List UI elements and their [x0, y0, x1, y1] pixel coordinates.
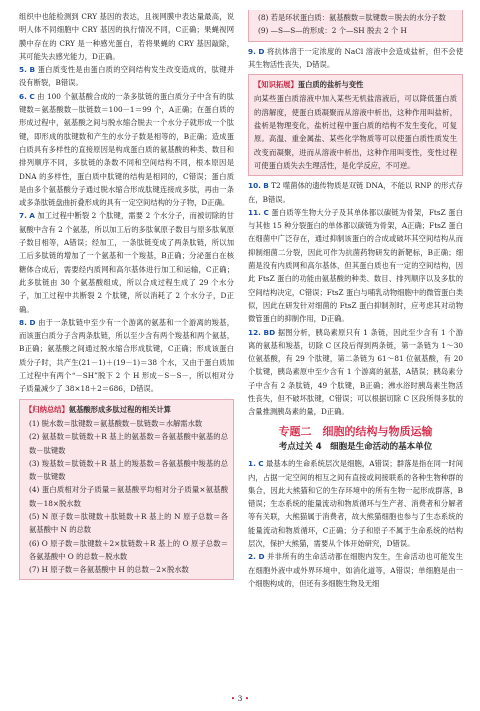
formula-item: (8) 若是环状蛋白质：氨基酸数＝肽键数＝脱去的水分子数 — [258, 13, 446, 22]
answer-text: 并非所有的生命活动都在细胞内发生，生命活动也可能发生在细胞外液中或外界环境中，如消化道等，A错误；单细胞是由一个细胞构成的，但还有多细胞生物及无细 — [248, 552, 464, 588]
intro-paragraph: 组织中也能检测到 CRY 基因的表达，且视网膜中表达量最高，说明人体不同细胞中 CRY 基因的执行情况不同，C正确；果蝇视网膜中存在的 CRY 是一种感光蛋白，若将果蝇的 CRY 基因敲除，其可能失去感光能力，D正确。 — [19, 12, 234, 61]
answer-letter: D — [258, 552, 265, 562]
left-column — [19, 10, 234, 583]
answer-text: 加工过程中断裂 2 个肽键，需要 2 个水分子，而被切除的甘氨酸中含有 2 个氨基，所以加工后的多肽氧原子数目与原多肽氧原子数目相等，A错误；经加工，一条肽链变成了两条肽链，所以加工后多肽链的增加了一个氨基和一个羧基，B正确；分泌蛋白在核糖体合成后，需要经内质网和高尔基体进行加工和运输，C正确；此多肽链由 30 个氨基酸组成，所以合成过程生成了 29 个水分子，加工过程中共断裂 2 个肽键，所以消耗了 2 个水分子，D正确。 — [19, 211, 235, 314]
knowledge-box-title — [254, 78, 457, 91]
page-number-dot-left: • — [230, 694, 236, 703]
answer-letter: C — [258, 459, 264, 469]
answer-11 — [248, 206, 463, 326]
summary-box-continued — [248, 10, 463, 42]
knowledge-box-tag: 【知识拓展】 — [254, 80, 298, 90]
question-number: 7. — [19, 211, 27, 221]
answer-letter: D — [258, 46, 265, 56]
answer-text: 据图分析，胰岛素原只有 1 条链，因此至少含有 1 个游离的氨基和羧基，切除 C 区段后得到两条链，第一条链为 1～30 位氨基酸，有 29 个肽键，第二条链为 61～81 位氨基酸，有 20 个肽键，胰岛素原中至少含有 1 个游离的氨基，A错误；胰岛素分子中含有 2 条肽链，49 个肽键，B正确；沸水浴时胰岛素生物活性丧失，但不破坏肽键，C错误；可以根据切除 C 区段所得多肽的含量推测胰岛素的量，D正确。 — [248, 327, 464, 417]
answer-letter: C — [263, 207, 269, 217]
page-number-value: 3 — [237, 694, 243, 703]
question-number: 6. — [19, 91, 27, 101]
question-number: 2. — [248, 552, 256, 562]
answer-letter: C — [29, 91, 35, 101]
formula-item: (6) O 原子数＝肽键数＋2×肽链数＋R 基上的 O 原子总数＝各氨基酸中 O 的总数－脱水数 — [29, 538, 228, 561]
question-number: 11. — [248, 207, 261, 217]
answer-text: 蛋白质等生物大分子及其单体都以碳链为骨架，FtsZ 蛋白与其他 15 种分裂蛋白的单体都以碳链为骨架，A正确；FtsZ 蛋白在细菌中广泛存在，通过抑制该蛋白的合成或破坏其空间结构从而抑制细菌二分裂，因此可作为抗菌药物研发的新靶标，B正确；细菌是没有内质网和高尔基体，但其蛋白质也有一定的空间结构，因此 FtsZ 蛋白的功能由氨基酸的种类、数目、排列顺序以及多肽的空间结构决定，C错误；FtsZ 蛋白与哺乳动物细胞中的微管蛋白类似，因此在研发针对细菌的 FtsZ 蛋白抑制剂时，应考虑其对动物微管蛋白的抑制作用，D正确。 — [248, 207, 463, 324]
answer-10 — [248, 179, 463, 206]
page-number-dot-right: • — [244, 694, 250, 703]
answer-7 — [19, 209, 234, 315]
subsection-title: 考点过关 4 细胞是生命活动的基本单位 — [278, 441, 433, 452]
question-number: 12. — [248, 327, 261, 337]
answer-text: 由于一条肽链中至少有一个游离的氨基和一个游离的羧基，而该蛋白质分子含两条肽链，所以至少含有两个羧基和两个氨基，B正确；氨基酸之间通过脱水缩合形成肽键，C正确；形成该蛋白质分子时，共产生(21－1)＋(19－1)＝38 个水，又由于蛋白质加工过程中有两个“－SH”脱下 2 个 H 形成－S－S－，所以相对分子质量减少了 38×18＋2＝686，D错误。 — [19, 317, 235, 394]
answer-text: 将抗体溶于一定浓度的 NaCl 溶液中会造成盐析，但不会使其生物活性丧失，D错误。 — [248, 46, 463, 69]
formula-item: (9) —S—S—的形成：2 个—SH 脱去 2 个 H — [258, 26, 407, 36]
answer-s2 — [248, 550, 463, 590]
answer-letter: B — [29, 65, 36, 75]
answer-12 — [248, 326, 463, 419]
answer-9 — [248, 45, 463, 72]
knowledge-box-heading: 蛋白质的盐析与变性 — [297, 80, 364, 90]
right-column — [248, 10, 463, 590]
formula-item: (4) 蛋白质相对分子质量＝氨基酸平均相对分子质量×氨基酸数－18×脱水数 — [29, 485, 228, 508]
answer-8 — [19, 316, 234, 396]
formula-item: (1) 脱水数＝肽键数＝氨基酸数－肽链数＝水解需水数 — [29, 418, 203, 428]
answer-text: 蛋白质变性是由蛋白质的空间结构发生改变造成的，肽键并没有断裂，B错误。 — [19, 65, 234, 88]
answer-s1 — [248, 457, 463, 550]
summary-box-tag: 【归纳总结】 — [25, 404, 69, 414]
answer-text: 由 100 个氨基酸合成的一条多肽链的蛋白质分子中含有的肽键数＝氨基酸数－肽链数＝100－1＝99 个，A正确；在蛋白质的形成过程中，氨基酸之间与脱水缩合脱去一个水分子就形成一个肽键，即形成的肽键数和产生的水分子数是相等的，B正确；造成蛋白质具有多样性的直接原因是构成蛋白质的氨基酸的种类、数目和排列顺序不同，多肽链的条数不同和空间结构不同，根本原因是 DNA 的多样性，蛋白质中肽键的结构是相同的，C错误；蛋白质是由多个氨基酸分子通过脱水缩合形成肽键连接成多肽，再由一条或多条肽链盘曲折叠形成的具有一定空间结构的分子物，D正确。 — [19, 91, 234, 208]
answer-letter: A — [29, 211, 35, 221]
question-number: 8. — [19, 317, 27, 327]
answer-6 — [19, 90, 234, 210]
answer-letter: B — [263, 181, 269, 191]
summary-box-heading: 氨基酸形成多肽过程的相关计算 — [68, 404, 171, 414]
answer-5 — [19, 63, 234, 90]
knowledge-box — [248, 74, 463, 176]
answer-letter: BD — [263, 327, 276, 337]
question-number: 10. — [248, 181, 261, 191]
answer-text: T2 噬菌体的遗传物质是双链 DNA，不能以 RNP 的形式存在，B错误。 — [248, 181, 463, 204]
answer-text: 最基本的生命系统层次是细胞，A错误；群落是指在同一时间内，占据一定空间的相互之间有直接或间接联系的各种生物种群的集合，因此大熊猫和它的生存环境中的所有生物一起形成群落，B错误；生态系统的能量流动和物质循环与生产者、消费者和分解者等有关联，大熊猫属于消费者，故大熊猫细胞也参与了生态系统的能量流动和物质循环，C正确；分子和原子不属于生命系统的结构层次，保护大熊猫，需要从个体开始研究，D错误。 — [248, 459, 463, 548]
answer-letter: D — [29, 317, 36, 327]
question-number: 5. — [19, 65, 27, 75]
formula-item: (5) N 原子数＝肽键数＋肽链数＋R 基上的 N 原子总数＝各氨基酸中 N 的总数 — [29, 511, 228, 535]
section-title: 专题二 细胞的结构与物质运输 — [278, 424, 433, 438]
page-number — [0, 694, 480, 703]
formula-item: (2) 氨基数＝肽链数＋R 基上的氨基数＝各氨基酸中氨基的总数－肽键数 — [29, 432, 228, 455]
formula-item: (7) H 原子数＝各氨基酸中 H 的总数－2×脱水数 — [29, 565, 189, 575]
question-number: 9. — [248, 46, 256, 56]
summary-box-title — [25, 403, 228, 416]
summary-box — [19, 399, 234, 581]
question-number: 1. — [248, 459, 256, 469]
formula-item: (3) 羧基数＝肽链数＋R 基上的羧基数＝各氨基酸中羧基的总数－肽键数 — [29, 458, 228, 482]
knowledge-box-body: 向某些蛋白质溶液中加入某些无机盐溶液后，可以降低蛋白质的溶解度，使蛋白质凝聚而从溶液中析出，这种作用叫盐析，盐析是物理变化，盐析过程中蛋白质的结构不发生变化，可复原。高温、重金属盐、某些化学物质等可以使蛋白质性质发生改变而凝聚，进而从溶液中析出，这种作用叫变性，变性过程可使蛋白质失去生理活性，是化学反应，不可逆。 — [254, 94, 457, 170]
